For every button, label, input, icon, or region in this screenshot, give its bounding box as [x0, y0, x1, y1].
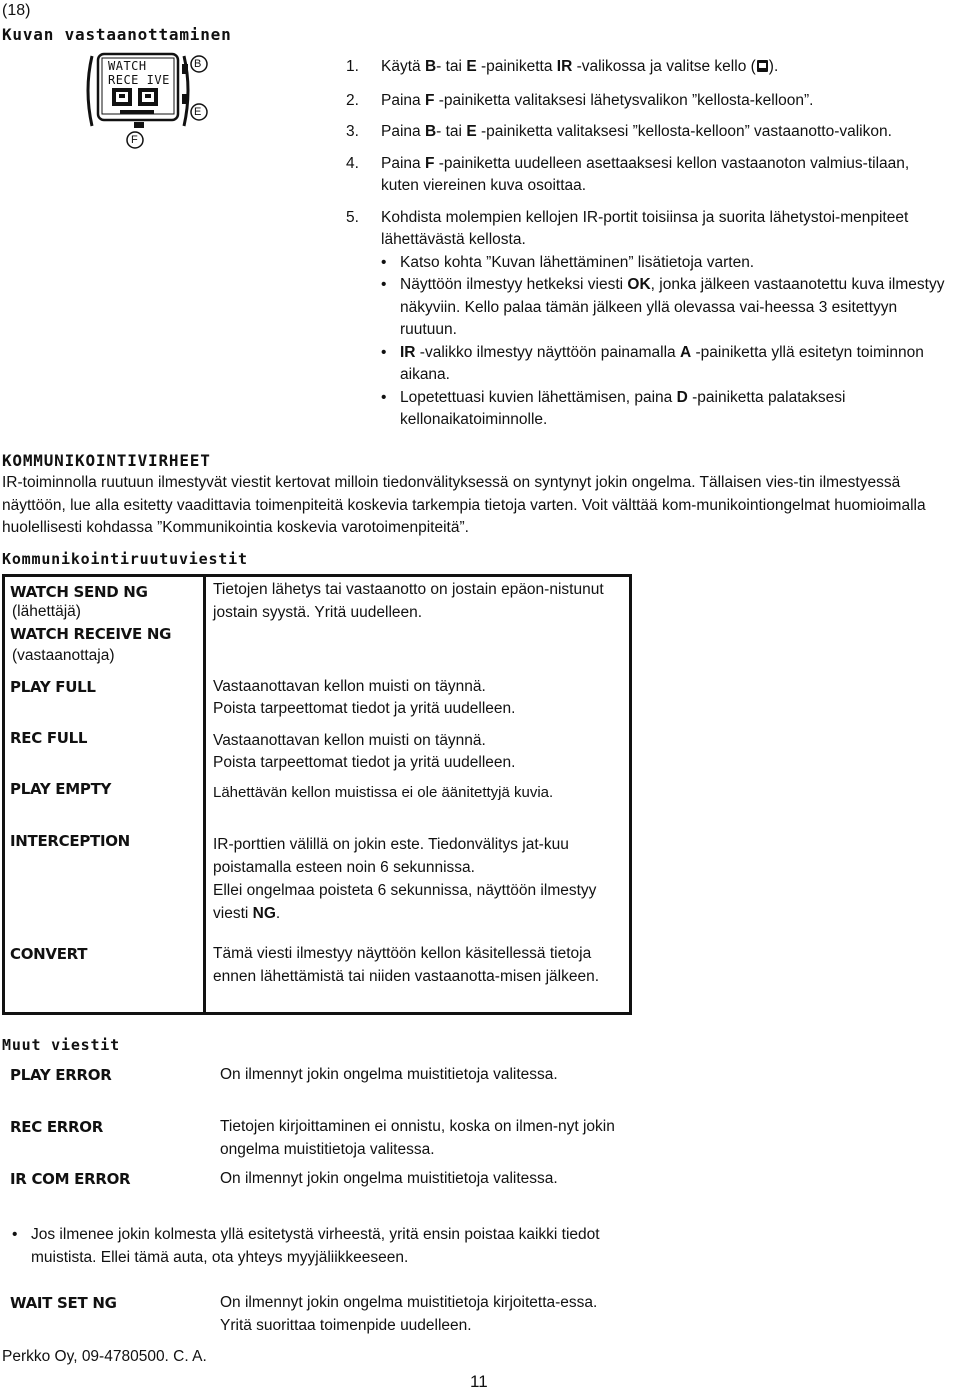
menu-ref: IR	[556, 58, 573, 75]
step-item	[346, 121, 906, 144]
message-code: PLAY EMPTY	[10, 780, 112, 798]
step-number: 3.	[346, 123, 359, 140]
step-item	[346, 90, 946, 113]
message-ref: OK	[627, 276, 651, 293]
watch-screen-line2: RECE IVE	[108, 73, 170, 87]
bullet-text: Näyttöön ilmestyy hetkeksi viesti	[400, 276, 628, 293]
watch-button-f-label: F	[131, 134, 138, 146]
message-sub: (vastaanottaja)	[12, 647, 115, 664]
button-ref: B	[424, 58, 437, 75]
table-left-rule	[2, 574, 5, 1015]
button-ref: D	[676, 388, 688, 406]
step-number: 5.	[346, 208, 359, 226]
bullet-text: -painiketta palataksesi kellonaikatoiminnolle.	[400, 388, 846, 428]
button-ref: F	[424, 91, 435, 109]
message-desc: Tietojen kirjoittaminen ei onnistu, koska on ilmen-nyt jokin ongelma muistitietoja valitessa.	[220, 1118, 615, 1158]
bullet-item	[381, 387, 946, 432]
bullet-glyph: •	[12, 1226, 18, 1243]
step-number: 4.	[346, 154, 359, 172]
table-mid-rule	[203, 574, 206, 1015]
step-number: 2.	[346, 91, 359, 109]
watch-screen-line1: WATCH	[108, 59, 147, 73]
table-bottom-rule	[2, 1012, 632, 1015]
message-desc: IR-porttien välillä on jokin este. Tiedonvälitys jat-kuu poistamalla esteen noin 6 sekunnissa.	[213, 836, 569, 876]
step-text: ).	[768, 58, 779, 75]
screen-messages-title: Kommunikointiruutuviestit	[2, 550, 248, 568]
other-messages-title: Muut viestit	[2, 1036, 120, 1054]
message-desc: Tämä viesti ilmestyy näyttöön kellon käsitellessä tietoja ennen lähettämistä tai niiden vastaanotta-misen jälkeen.	[213, 945, 600, 985]
message-desc-text: .	[275, 904, 281, 922]
section-title-receive: Kuvan vastaanottaminen	[2, 25, 232, 44]
section-title-errors: KOMMUNIKOINTIVIRHEET	[2, 451, 211, 470]
message-desc: Tietojen lähetys tai vastaanotto on jostain epäon-nistunut jostain syystä. Yritä uudelleen.	[213, 581, 604, 621]
message-code: REC ERROR	[10, 1118, 103, 1136]
watch-button-e-label: E	[194, 106, 202, 118]
message-desc: Vastaanottavan kellon muisti on täynnä.	[213, 678, 486, 695]
message-code: PLAY FULL	[10, 678, 96, 696]
step-bullets	[346, 252, 946, 432]
message-ref: NG	[252, 904, 276, 922]
step-text: Käytä	[381, 58, 425, 75]
message-desc: On ilmennyt jokin ongelma muistitietoja valitessa.	[220, 1170, 558, 1187]
message-code: PLAY ERROR	[10, 1066, 112, 1084]
receive-steps	[346, 56, 946, 432]
watch-button-b-label: B	[194, 58, 202, 70]
footer-contact: Perkko Oy, 09-4780500. C. A.	[2, 1348, 207, 1365]
button-ref: A	[679, 343, 692, 361]
message-desc: Lähettävän kellon muistissa ei ole äänitettyjä kuvia.	[213, 784, 554, 801]
page-ref: (18)	[2, 2, 31, 19]
message-desc-text: Ellei ongelmaa poisteta 6 sekunnissa, näyttöön ilmestyy viesti	[213, 882, 597, 922]
step-text: Paina	[381, 154, 425, 172]
step-text: -painiketta valitaksesi lähetysvalikon ”kellosta-kelloon”.	[434, 91, 814, 109]
message-code: REC FULL	[10, 729, 88, 747]
bullet-text: , jonka jälkeen vastaanotettu kuva ilmestyy näkyviin. Kello palaa tämän jälkeen yllä olevassa vai-heessa 3 esitettyyn ruutuun.	[400, 276, 945, 338]
message-desc: On ilmennyt jokin ongelma muistitietoja valitessa.	[220, 1066, 558, 1083]
bullet-text: -valikko ilmestyy näyttöön painamalla	[415, 343, 680, 361]
message-desc	[213, 880, 613, 925]
button-ref: E	[466, 58, 477, 75]
button-ref: F	[424, 154, 435, 172]
step-number: 1.	[346, 58, 359, 75]
message-desc: Vastaanottavan kellon muisti on täynnä.	[213, 732, 486, 749]
step-item	[346, 207, 946, 252]
page-number: 11	[470, 1372, 488, 1391]
message-desc: Poista tarpeettomat tiedot ja yritä uudelleen.	[213, 754, 516, 771]
note-bullet	[12, 1224, 612, 1269]
step-text: -painiketta valitaksesi ”kellosta-kelloon” vastaanotto-valikon.	[476, 123, 892, 140]
step-text: - tai	[436, 58, 467, 75]
message-code: WATCH RECEIVE NG	[10, 625, 172, 643]
step-text: -painiketta uudelleen asettaaksesi kellon vastaanoton valmius-tilaan, kuten viereinen kuva osoittaa.	[381, 154, 910, 194]
step-text: -painiketta	[476, 58, 557, 75]
message-code: IR COM ERROR	[10, 1170, 131, 1188]
button-ref: B	[424, 123, 437, 140]
step-text: -valikossa ja valitse kello (	[572, 58, 756, 75]
message-desc: On ilmennyt jokin ongelma muistitietoja kirjoitetta-essa. Yritä suorittaa toimenpide uudelleen.	[220, 1294, 598, 1334]
bullet-item	[381, 342, 946, 387]
message-desc: Poista tarpeettomat tiedot ja yritä uudelleen.	[213, 700, 516, 717]
step-item	[346, 153, 946, 198]
bullet-item	[381, 252, 946, 275]
step-text: Paina	[381, 123, 425, 140]
step-text: - tai	[436, 123, 467, 140]
message-code: WATCH SEND NG	[10, 583, 148, 601]
step-text: Kohdista molempien kellojen IR-portit toisiinsa ja suorita lähetystoi-menpiteet lähettävästä kellosta.	[381, 208, 909, 248]
table-top-rule	[2, 574, 632, 577]
message-code: INTERCEPTION	[10, 832, 130, 850]
step-bullets-container	[346, 252, 946, 432]
note-text: Jos ilmenee jokin kolmesta yllä esitetystä virheestä, yritä ensin poistaa kaikki tiedot muistista. Ellei tämä auta, ota yhteys myyjäliikkeeseen.	[31, 1226, 600, 1266]
bullet-text: -painiketta yllä esitetyn toiminnon aikana.	[400, 343, 924, 383]
bullet-item	[381, 274, 946, 342]
message-code: WAIT SET NG	[10, 1294, 117, 1312]
button-ref: E	[466, 123, 477, 140]
step-item	[346, 56, 946, 81]
message-code: CONVERT	[10, 945, 88, 963]
watch-to-watch-icon	[756, 58, 769, 81]
errors-intro: IR-toiminnolla ruutuun ilmestyvät viestit kertovat milloin tiedonvälityksessä on syntynyt jokin ongelma. Tällaisen vies-tin ilmestyessä näyttöön, lue alla esitetty vaadittavia toimenpiteitä koskevia tarkempia tietoja varten. Voit välttää kom-munikointiongelmat huomioimalla huolellisesti kohdassa ”Kommunikointia koskevia varotoimenpiteitä”.	[2, 474, 926, 536]
watch-illustration	[78, 50, 213, 150]
bullet-text: Katso kohta ”Kuvan lähettäminen” lisätietoja varten.	[400, 253, 755, 271]
menu-ref: IR	[400, 343, 416, 361]
message-sub: (lähettäjä)	[12, 603, 81, 620]
step-text: Paina	[381, 91, 425, 109]
bullet-text: Lopetettuasi kuvien lähettämisen, paina	[400, 388, 677, 406]
